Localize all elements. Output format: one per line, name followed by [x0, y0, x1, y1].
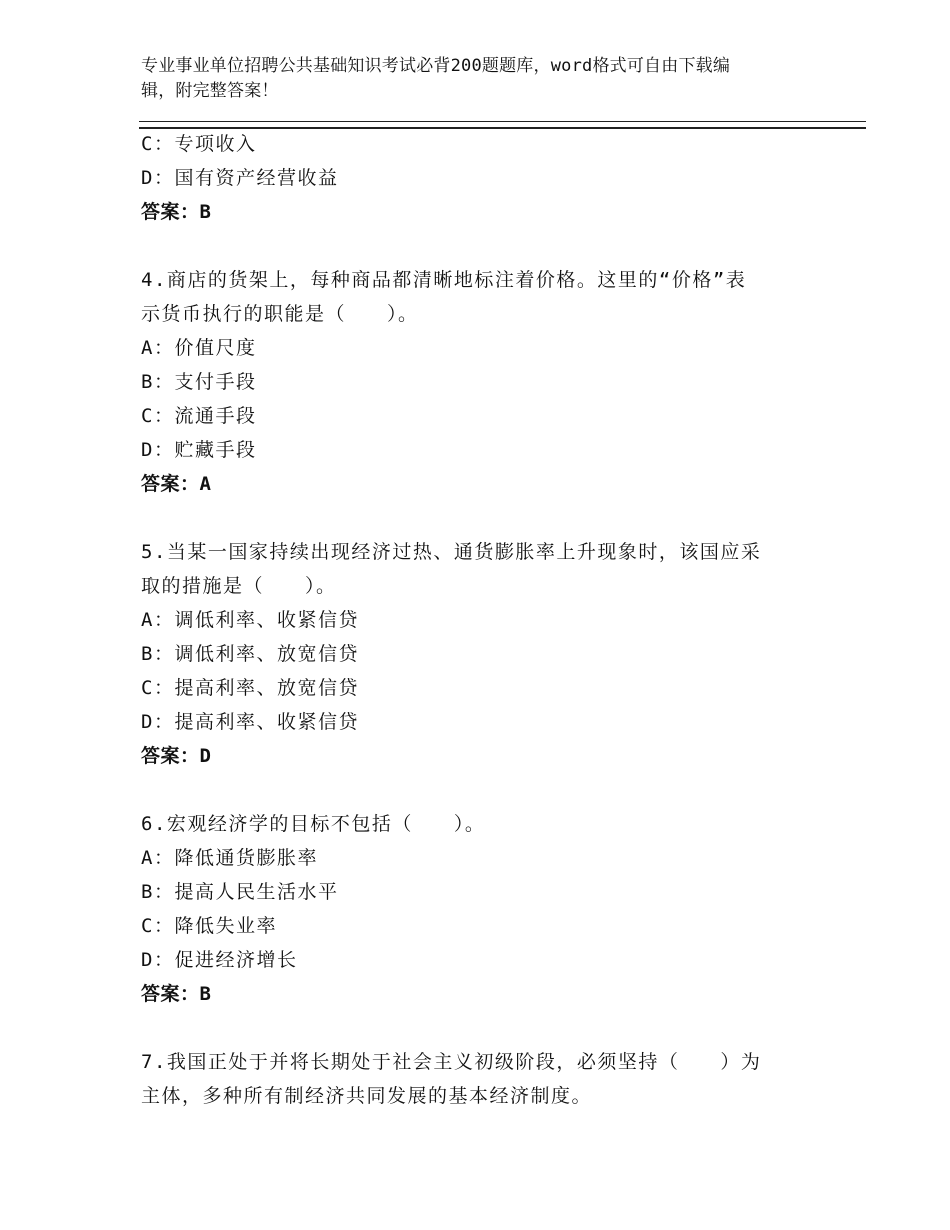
option-a: A：调低利率、收紧信贷: [141, 609, 359, 631]
option-a: A：降低通货膨胀率: [141, 847, 318, 869]
question-stem-continued: 主体，多种所有制经济共同发展的基本经济制度。: [141, 1085, 593, 1107]
question-3-tail: [141, 127, 801, 229]
spacer: [141, 773, 801, 807]
spacer: [141, 501, 801, 535]
question-4: [141, 263, 801, 501]
question-6: [141, 807, 801, 1011]
option-d: D：提高利率、收紧信贷: [141, 711, 359, 733]
question-5: [141, 535, 801, 773]
option-d: D：国有资产经营收益: [141, 167, 339, 189]
question-7: [141, 1045, 801, 1113]
header-line-2: 辑，附完整答案！: [141, 81, 279, 101]
option-b: B：支付手段: [141, 371, 257, 393]
question-stem: 6.宏观经济学的目标不包括（ ）。: [141, 813, 486, 835]
option-c: C：流通手段: [141, 405, 257, 427]
question-stem-continued: 取的措施是（ ）。: [141, 575, 337, 597]
option-d: D：贮藏手段: [141, 439, 257, 461]
answer-label: 答案：B: [141, 201, 212, 223]
answer-label: 答案：D: [141, 745, 212, 767]
spacer: [141, 229, 801, 263]
spacer: [141, 1011, 801, 1045]
option-b: B：调低利率、放宽信贷: [141, 643, 359, 665]
option-d: D：促进经济增长: [141, 949, 298, 971]
option-a: A：价值尺度: [141, 337, 257, 359]
question-list: [141, 127, 801, 1113]
option-c: C：专项收入: [141, 133, 257, 155]
option-c: C：降低失业率: [141, 915, 277, 937]
question-stem: 7.我国正处于并将长期处于社会主义初级阶段，必须坚持（ ）为: [141, 1051, 762, 1073]
page-header: [141, 54, 801, 104]
header-line-1: 专业事业单位招聘公共基础知识考试必背200题题库，word格式可自由下载编: [141, 56, 731, 76]
answer-label: 答案：B: [141, 983, 212, 1005]
question-stem-continued: 示货币执行的职能是（ ）。: [141, 303, 419, 325]
answer-label: 答案：A: [141, 473, 212, 495]
option-c: C：提高利率、放宽信贷: [141, 677, 359, 699]
question-stem: 5.当某一国家持续出现经济过热、通货膨胀率上升现象时，该国应采: [141, 541, 762, 563]
option-b: B：提高人民生活水平: [141, 881, 339, 903]
question-stem: 4.商店的货架上，每种商品都清晰地标注着价格。这里的“价格”表: [141, 269, 747, 291]
